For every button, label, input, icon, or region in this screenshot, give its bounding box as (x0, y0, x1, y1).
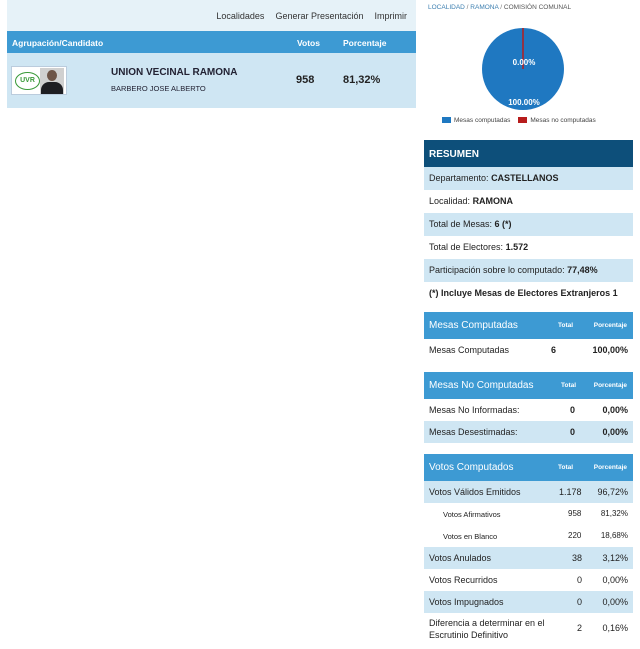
resumen-title: RESUMEN (424, 140, 633, 167)
uvr-logo-icon: UVR (15, 72, 40, 90)
top-links-bar (7, 0, 416, 31)
summary-panel (424, 0, 633, 640)
legend-computadas: Mesas computadas (442, 117, 510, 124)
breadcrumb-ramona[interactable]: RAMONA (470, 4, 499, 11)
legend-no-computadas: Mesas no computadas (518, 117, 595, 124)
participacion-value: 77,48% (567, 265, 598, 275)
header-percent: Porcentaje (343, 38, 387, 48)
candidate-percent: 81,32% (343, 74, 381, 86)
results-table-header (7, 31, 416, 53)
candidate-name: BARBERO JOSE ALBERTO (111, 84, 206, 93)
departamento-value: CASTELLANOS (491, 173, 559, 183)
localidad-value: RAMONA (472, 196, 514, 206)
mesas-pie-chart (424, 14, 633, 112)
departamento-row: Departamento: CASTELLANOS (424, 167, 633, 190)
pie-label-computadas: 100.00% (508, 98, 540, 107)
table-row: Diferencia a determinar en el Escrutinio Definitivo 2 0,16% (429, 618, 628, 640)
candidate-votes: 958 (296, 74, 315, 86)
table-row: Mesas Desestimadas: 0 0,00% (424, 421, 633, 443)
candidate-photo (40, 68, 64, 94)
nota-text: (*) Incluye Mesas de Electores Extranjeros 1 (429, 288, 618, 298)
total-mesas-row: Total de Mesas: 6 (*) (424, 213, 633, 236)
resumen-box (424, 140, 633, 305)
pie-label-no-computadas: 0.00% (512, 58, 536, 67)
generar-presentacion-link[interactable]: Generar Presentación (275, 10, 364, 21)
header-candidate: Agrupación/Candidato (12, 38, 104, 48)
imprimir-link[interactable]: Imprimir (374, 10, 407, 21)
table-row: Votos Afirmativos 958 81,32% (443, 509, 628, 519)
total-electores-row: Total de Electores: 1.572 (429, 242, 529, 252)
mesas-computadas-header: Mesas Computadas Total Porcentaje (424, 312, 633, 339)
breadcrumb-current: COMISIÓN COMUNAL (503, 4, 572, 11)
total-electores-value: 1.572 (505, 242, 529, 252)
mesas-no-computadas-box (424, 372, 633, 443)
results-panel (7, 0, 416, 108)
mesas-no-computadas-header: Mesas No Computadas Total Porcentaje (424, 372, 633, 399)
table-row: Votos Anulados 38 3,12% (424, 547, 633, 569)
table-row: Votos en Blanco 220 18,68% (443, 531, 628, 541)
localidad-row: Localidad: RAMONA (429, 196, 514, 206)
pie-legend (424, 112, 633, 128)
total-mesas-value: 6 (*) (494, 219, 512, 229)
table-row: Votos Recurridos 0 0,00% (429, 575, 628, 585)
pie-svg (424, 14, 633, 112)
mesas-computadas-box (424, 312, 633, 361)
table-row: Votos Impugnados 0 0,00% (424, 591, 633, 613)
localidades-link[interactable]: Localidades (216, 10, 265, 21)
party-name: UNION VECINAL RAMONA (111, 67, 238, 78)
table-row: Votos Válidos Emitidos 1.178 96,72% (424, 481, 633, 503)
breadcrumb: LOCALIDAD / RAMONA / COMISIÓN COMUNAL (428, 4, 572, 11)
nota-row (424, 282, 633, 305)
header-votes: Votos (297, 38, 320, 48)
party-logo (11, 66, 67, 95)
participacion-row: Participación sobre lo computado: 77,48% (424, 259, 633, 282)
table-row[interactable] (7, 53, 416, 108)
table-row: Mesas Computadas 6 100,00% (429, 345, 628, 355)
breadcrumb-localidad[interactable]: LOCALIDAD (428, 4, 465, 11)
table-row: Mesas No Informadas: 0 0,00% (429, 405, 628, 415)
votos-computados-header: Votos Computados Total Porcentaje (424, 454, 633, 481)
votos-computados-box (424, 454, 633, 645)
